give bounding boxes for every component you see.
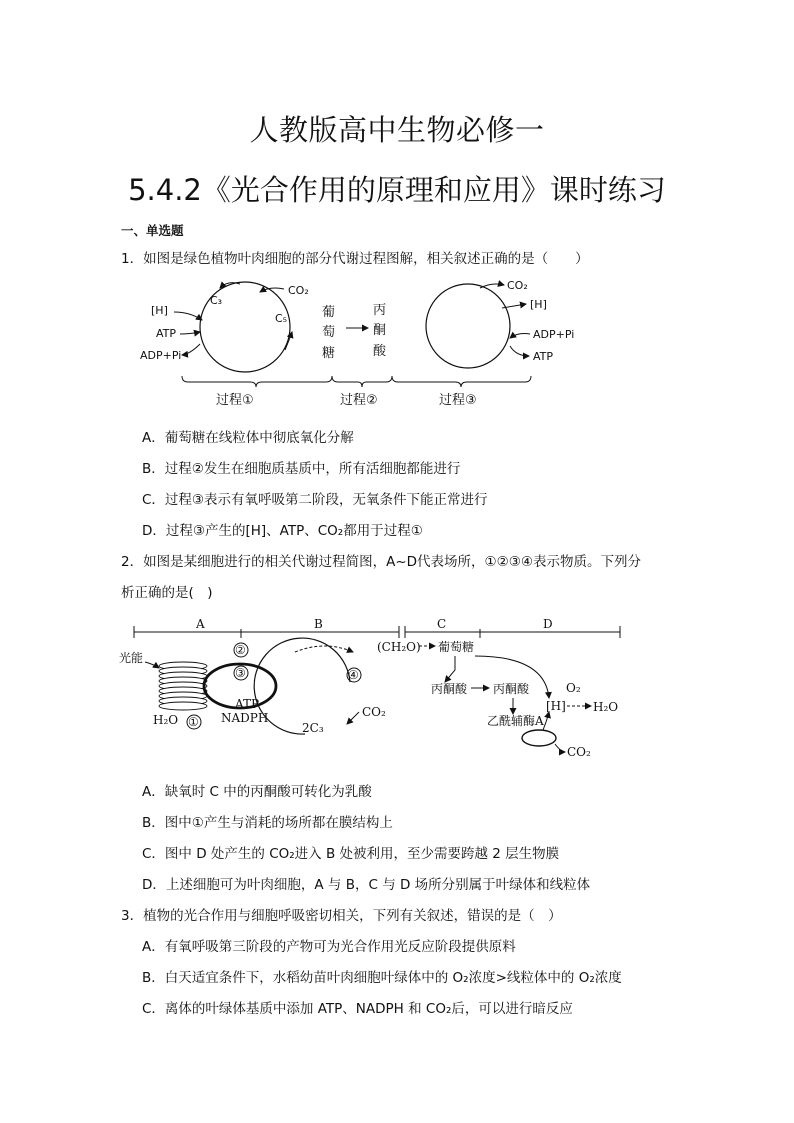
d1-co2-right: CO₂	[507, 279, 528, 292]
d2-atp: ATP	[235, 697, 260, 711]
q1-option-d: D．过程③产生的[H]、ATP、CO₂都用于过程①	[142, 523, 423, 539]
d1-h-label: [H]	[151, 304, 168, 317]
d2-nadph: NADPH	[221, 711, 269, 725]
d2-num-1: ①	[188, 715, 199, 729]
d1-atp-label: ATP	[156, 327, 177, 340]
d2-pyruvate-2: 丙酮酸	[493, 682, 530, 696]
diagram-2	[115, 612, 635, 767]
d1-c3-label: C₃	[210, 294, 223, 307]
d1-adp-label: ADP+Pi	[140, 349, 182, 362]
question-3-stem: 3．植物的光合作用与细胞呼吸密切相关，下列有关叙述，错误的是（ ）	[121, 908, 562, 924]
d2-co2: CO₂	[362, 705, 386, 719]
d2-num-4: ④	[348, 668, 359, 682]
section-heading: 一、单选题	[121, 223, 184, 238]
q2-option-d: D．上述细胞可为叶肉细胞，A 与 B，C 与 D 场所分别属于叶绿体和线粒体	[142, 877, 591, 893]
d2-light-label: 光能	[119, 651, 144, 665]
d1-process-1: 过程①	[216, 393, 254, 408]
q2-option-c: C．图中 D 处产生的 CO₂进入 B 处被利用，至少需要跨越 2 层生物膜	[142, 846, 560, 862]
q3-option-c: C．离体的叶绿体基质中添加 ATP、NADPH 和 CO₂后，可以进行暗反应	[142, 1001, 573, 1017]
q1-option-a: A．葡萄糖在线粒体中彻底氧化分解	[142, 430, 354, 446]
thylakoid-stack	[159, 662, 207, 710]
q1-option-b: B．过程②发生在细胞质基质中，所有活细胞都能进行	[142, 461, 461, 477]
q3-option-a: A．有氧呼吸第三阶段的产物可为光合作用光反应阶段提供原料	[142, 939, 516, 955]
document-title: 人教版高中生物必修一	[249, 113, 545, 147]
q2-option-b: B．图中①产生与消耗的场所都在膜结构上	[142, 815, 393, 831]
d1-c5-label: C₅	[275, 312, 288, 325]
d1-pyruvate-2: 酮	[373, 323, 387, 338]
question-2-stem: 2．如图是某细胞进行的相关代谢过程简图，A~D代表场所，①②③④表示物质。下列分	[121, 554, 641, 570]
d2-ch2o: (CH₂O)	[377, 640, 421, 654]
q1-option-c: C．过程③表示有氧呼吸第二阶段，无氧条件下能正常进行	[142, 492, 488, 508]
d2-h2o: H₂O	[153, 713, 179, 727]
d1-glucose-2: 萄	[322, 325, 336, 340]
d2-2c3: 2C₃	[302, 721, 324, 735]
d1-process-2: 过程②	[340, 393, 378, 408]
d2-num-3: ③	[235, 666, 246, 680]
d2-co2-right: CO₂	[567, 745, 591, 759]
q3-option-b: B．白天适宜条件下，水稻幼苗叶肉细胞叶绿体中的 O₂浓度>线粒体中的 O₂浓度	[142, 970, 622, 986]
d2-h2o-right: H₂O	[593, 700, 619, 714]
d1-atp-right: ATP	[533, 350, 554, 363]
q2-option-a: A．缺氧时 C 中的丙酮酸可转化为乳酸	[142, 784, 372, 800]
d2-pyruvate-1: 丙酮酸	[431, 682, 468, 696]
d1-h-right: [H]	[530, 298, 547, 311]
question-2-stem-cont: 析正确的是( )	[121, 585, 213, 601]
d1-pyruvate-3: 酸	[373, 344, 387, 359]
d1-pyruvate-1: 丙	[373, 303, 387, 318]
d2-acetyl-coa: 乙酰辅酶A	[487, 714, 544, 728]
d2-label-d: D	[543, 617, 553, 631]
d2-glucose: 葡萄糖	[438, 640, 475, 654]
diagram-1	[130, 272, 600, 412]
document-subtitle: 5.4.2《光合作用的原理和应用》课时练习	[128, 173, 666, 207]
d1-glucose-3: 糖	[322, 346, 336, 361]
krebs-cycle-circle	[426, 284, 510, 368]
d2-label-c: C	[437, 617, 447, 631]
d1-co2-label: CO₂	[288, 284, 309, 297]
d1-glucose-1: 葡	[322, 305, 336, 320]
d1-process-3: 过程③	[439, 393, 477, 408]
d2-label-b: B	[314, 617, 323, 631]
d2-h: [H]	[546, 699, 566, 713]
question-1-stem: 1．如图是绿色植物叶肉细胞的部分代谢过程图解，相关叙述正确的是（ ）	[121, 251, 589, 267]
d2-num-2: ②	[235, 643, 246, 657]
d2-label-a: A	[196, 617, 205, 631]
d2-o2: O₂	[566, 681, 581, 695]
d1-adp-right: ADP+Pi	[533, 328, 575, 341]
